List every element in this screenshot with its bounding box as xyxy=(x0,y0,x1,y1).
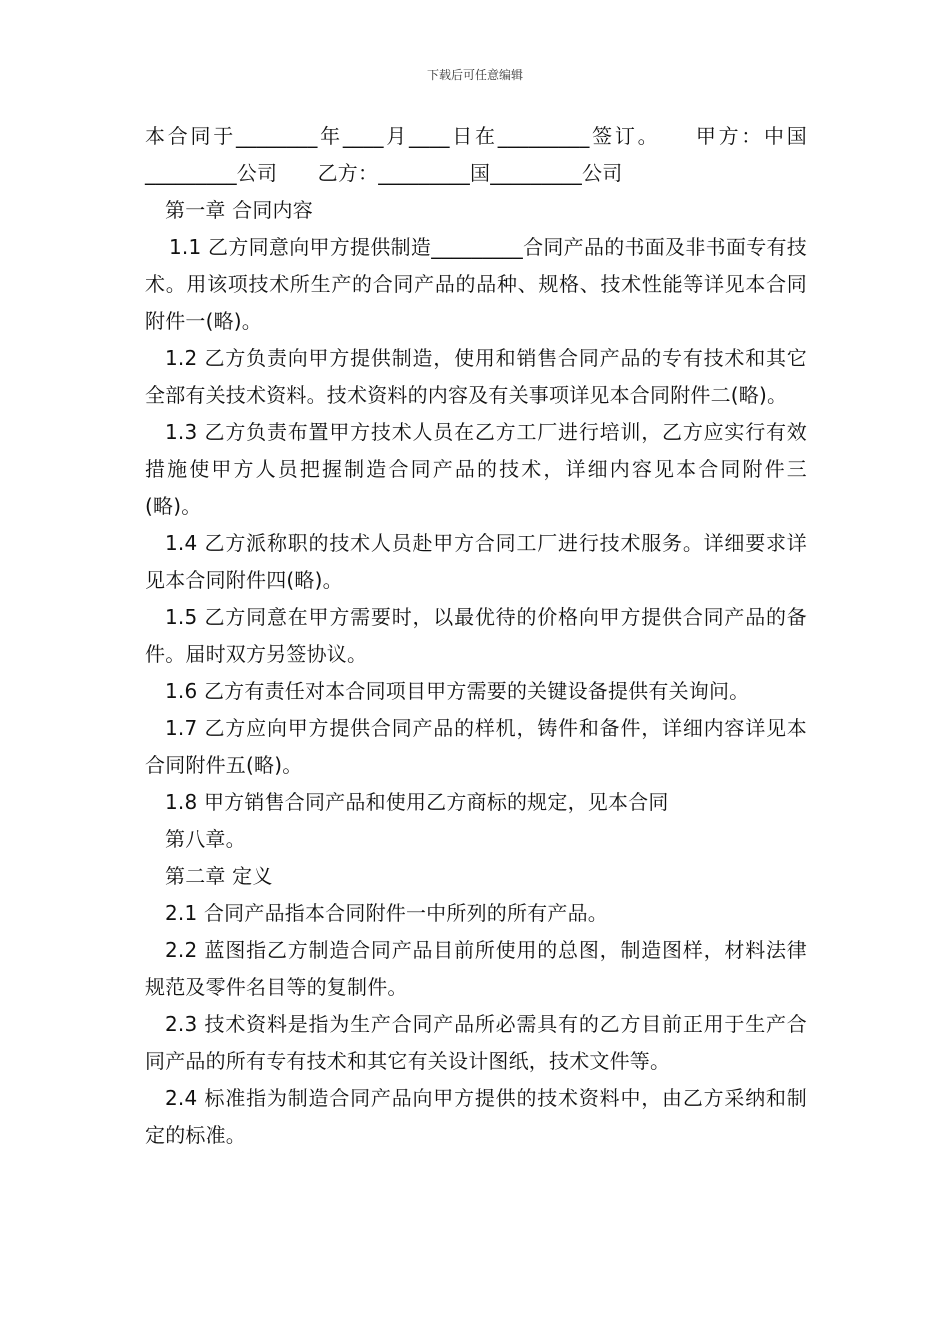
chapter-1-heading: 第一章 合同内容 xyxy=(165,198,313,222)
clause-2-1: 2.1 合同产品指本合同附件一中所列的所有产品。 xyxy=(165,901,608,925)
clause-1-1: 1.1 乙方同意向甲方提供制造_________合同产品的书面及非书面专有技术。用该项技术所生产的合同产品的品种、规格、技术性能等详见本合同附件一(略)。 xyxy=(145,235,807,333)
contract-body xyxy=(145,118,807,1154)
page-header-note: 下载后可任意编辑 xyxy=(426,68,523,82)
clause-1-3: 1.3 乙方负责布置甲方技术人员在乙方工厂进行培训，乙方应实行有效措施使甲方人员把握制造合同产品的技术，详细内容见本合同附件三(略)。 xyxy=(145,420,807,518)
opening-paragraph: 本合同于________年____月____日在_________签订。 甲方：中国_________公司 乙方：_________国_________公司 xyxy=(145,124,807,185)
clause-1-8: 1.8 甲方销售合同产品和使用乙方商标的规定，见本合同 xyxy=(165,790,669,814)
clause-2-4: 2.4 标准指为制造合同产品向甲方提供的技术资料中，由乙方采纳和制定的标准。 xyxy=(145,1086,807,1147)
chapter-8-reference: 第八章。 xyxy=(165,827,246,851)
clause-2-2: 2.2 蓝图指乙方制造合同产品目前所使用的总图，制造图样，材料法律规范及零件名目等的复制件。 xyxy=(145,938,807,999)
clause-2-3: 2.3 技术资料是指为生产合同产品所必需具有的乙方目前正用于生产合同产品的所有专有技术和其它有关设计图纸，技术文件等。 xyxy=(145,1012,807,1073)
clause-1-6: 1.6 乙方有责任对本合同项目甲方需要的关键设备提供有关询问。 xyxy=(165,679,750,703)
clause-1-7: 1.7 乙方应向甲方提供合同产品的样机，铸件和备件，详细内容详见本合同附件五(略)。 xyxy=(145,716,807,777)
clause-1-4: 1.4 乙方派称职的技术人员赴甲方合同工厂进行技术服务。详细要求详见本合同附件四(略)。 xyxy=(145,531,807,592)
clause-1-5: 1.5 乙方同意在甲方需要时，以最优待的价格向甲方提供合同产品的备件。届时双方另签协议。 xyxy=(145,605,807,666)
chapter-2-heading: 第二章 定义 xyxy=(165,864,273,888)
clause-1-2: 1.2 乙方负责向甲方提供制造，使用和销售合同产品的专有技术和其它全部有关技术资料。技术资料的内容及有关事项详见本合同附件二(略)。 xyxy=(145,346,807,407)
